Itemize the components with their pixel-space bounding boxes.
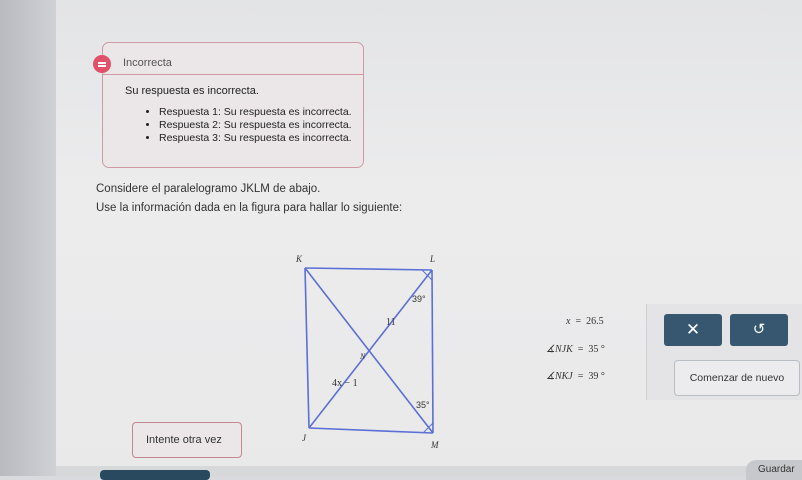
parallelogram-figure [290, 250, 460, 460]
side-kl [305, 268, 432, 270]
answer-njk-label: ∡NJK [546, 344, 573, 355]
side-lm [432, 270, 433, 433]
feedback-divider [103, 74, 363, 75]
angle-39-label: 39° [412, 294, 426, 304]
problem-statement: Considere el paralelogramo JKLM de abajo. [96, 183, 321, 195]
left-sidebar-strip [0, 0, 56, 476]
equals-sign: = [575, 371, 586, 382]
problem-instruction: Use la información dada en la figura para hallar lo siguiente: [96, 202, 403, 214]
answer-nkj-value[interactable]: 39 [588, 371, 599, 382]
vertex-l-label: L [430, 254, 436, 264]
segment-4x-label: 4x − 1 [332, 378, 358, 389]
clear-button[interactable] [664, 314, 722, 346]
degree-unit: ° [600, 371, 605, 382]
try-again-button[interactable]: Intente otra vez [132, 422, 242, 458]
vertex-k-label: K [296, 254, 303, 264]
feedback-title: Incorrecta [123, 57, 172, 69]
side-jk [305, 268, 309, 428]
answer-nkj-label: ∡NKJ [546, 371, 573, 382]
save-button[interactable]: Guardar [746, 460, 802, 480]
undo-button[interactable] [730, 314, 788, 346]
feedback-item-2: • Respuesta 2: Su respuesta es incorrecta. [159, 119, 352, 132]
vertex-j-label: J [302, 433, 306, 443]
feedback-list [145, 106, 352, 145]
restart-button[interactable]: Comenzar de nuevo [674, 360, 800, 396]
feedback-item-1: • Respuesta 1: Su respuesta es incorrecta. [159, 106, 352, 119]
answer-x-label: x [566, 316, 571, 327]
vertex-m-label: M [431, 440, 439, 450]
equals-sign: = [572, 316, 584, 327]
vertex-n-label: N [360, 352, 366, 361]
answer-nkj-row [546, 371, 605, 382]
answer-x-value[interactable]: 26.5 [586, 316, 604, 327]
undo-icon: ↺ [752, 321, 766, 338]
incorrect-icon [93, 55, 111, 73]
segment-11-label: 11 [386, 317, 396, 328]
answer-x-row [566, 316, 604, 327]
answer-njk-value[interactable]: 35 [588, 344, 599, 355]
degree-unit: ° [600, 344, 605, 355]
side-mj [309, 428, 433, 433]
feedback-message: Su respuesta es incorrecta. [125, 85, 259, 97]
figure-lines [305, 268, 433, 433]
bottom-nav-button[interactable] [100, 470, 210, 480]
answer-njk-row [546, 344, 605, 355]
feedback-item-3: • Respuesta 3: Su respuesta es incorrecta. [159, 132, 352, 145]
equals-sign: = [575, 344, 586, 355]
feedback-panel [102, 42, 364, 168]
angle-35-label: 35° [416, 400, 430, 410]
close-icon: ✕ [685, 320, 701, 339]
